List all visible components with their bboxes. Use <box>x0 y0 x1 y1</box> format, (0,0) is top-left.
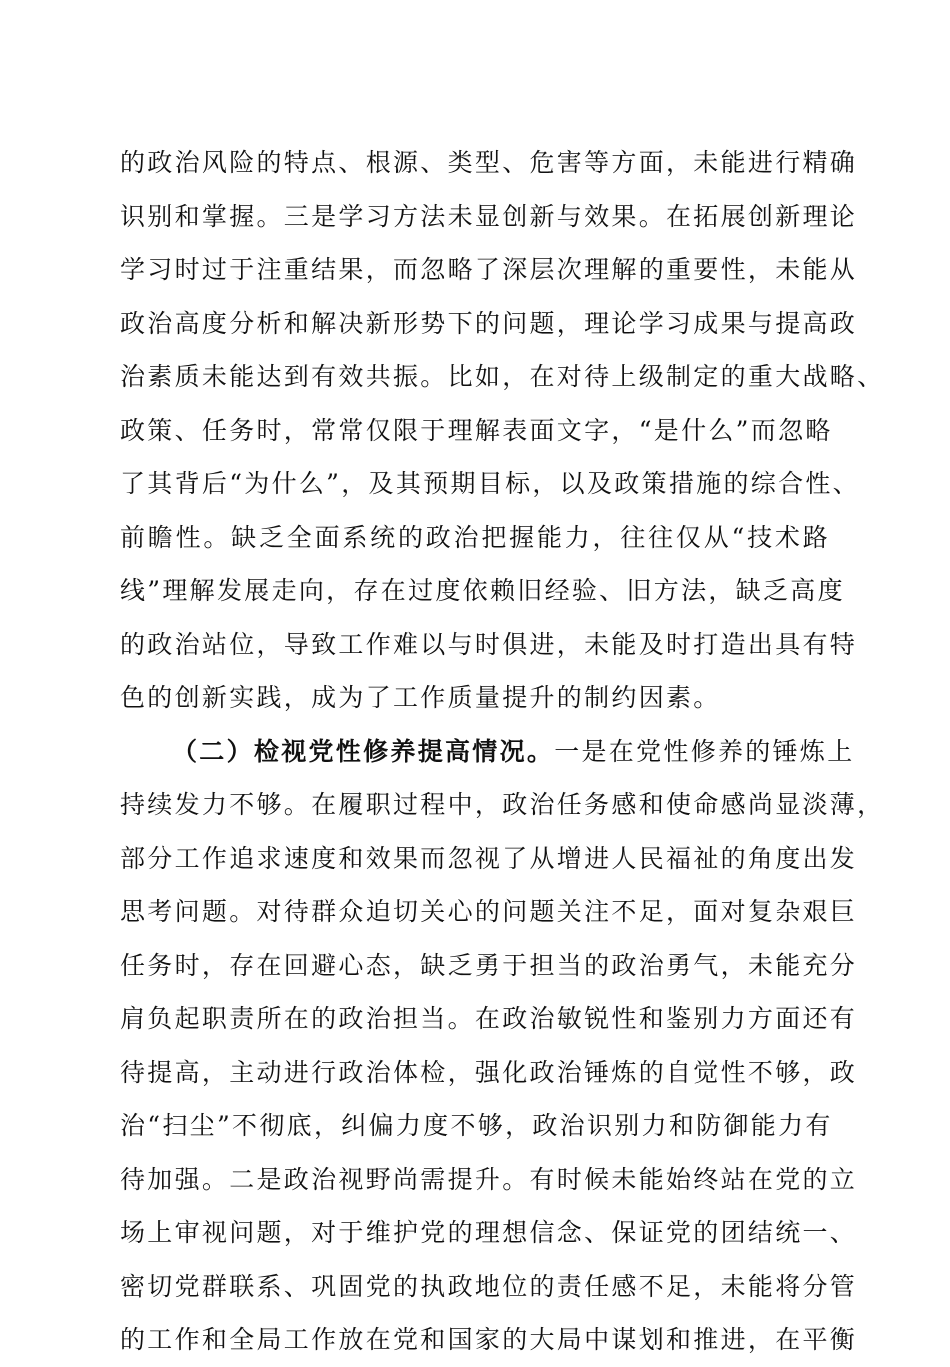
text-line: 肩负起职责所在的政治担当。在政治敏锐性和鉴别力方面还有 <box>120 1004 858 1033</box>
text-line: 了其背后“为什么”，及其预期目标，以及政策措施的综合性、 <box>120 469 860 498</box>
text-line: 思考问题。对待群众迫切关心的问题关注不足，面对复杂艰巨 <box>120 897 858 926</box>
text-line: 场上审视问题，对于维护党的理想信念、保证党的团结统一、 <box>120 1218 858 1247</box>
section-heading-line <box>120 725 855 779</box>
text-line: 政治高度分析和解决新形势下的问题，理论学习成果与提高政 <box>120 308 858 338</box>
text-line: 政策、任务时，常常仅限于理解表面文字，“是什么”而忽略 <box>120 415 833 445</box>
text-line: 的工作和全局工作放在党和国家的大局中谋划和推进，在平衡 <box>120 1325 858 1354</box>
text-line: 前瞻性。缺乏全面系统的政治把握能力，往往仅从“技术路 <box>120 522 830 552</box>
text-line: 治素质未能达到有效共振。比如，在对待上级制定的重大战略、 <box>120 362 885 391</box>
text-line: 的政治风险的特点、根源、类型、危害等方面，未能进行精确 <box>120 148 858 177</box>
text-line: 治“扫尘”不彻底，纠偏力度不够，政治识别力和防御能力有 <box>120 1111 833 1140</box>
text-line: 线”理解发展走向，存在过度依赖旧经验、旧方法，缺乏高度 <box>120 576 845 605</box>
text-line: 待提高，主动进行政治体检，强化政治锤炼的自觉性不够，政 <box>120 1057 858 1087</box>
text-line: 任务时，存在回避心态，缺乏勇于担当的政治勇气，未能充分 <box>120 950 858 980</box>
text-line: 学习时过于注重结果，而忽略了深层次理解的重要性，未能从 <box>120 255 858 284</box>
text-line: 部分工作追求速度和效果而忽视了从增进人民福祉的角度出发 <box>120 843 858 873</box>
text-line: 色的创新实践，成为了工作质量提升的制约因素。 <box>120 683 721 712</box>
text-line: 的政治站位，导致工作难以与时俱进，未能及时打造出具有特 <box>120 629 858 659</box>
text-line: 待加强。二是政治视野尚需提升。有时候未能始终站在党的立 <box>120 1164 858 1194</box>
section-heading-continuation: 一是在党性修养的锤炼上 <box>554 736 855 766</box>
text-line: 密切党群联系、巩固党的执政地位的责任感不足，未能将分管 <box>120 1271 858 1301</box>
body-text <box>120 136 885 1367</box>
text-line: 识别和掌握。三是学习方法未显创新与效果。在拓展创新理论 <box>120 201 858 231</box>
section-heading: （二）检视党性修养提高情况。 <box>172 736 555 766</box>
text-line: 持续发力不够。在履职过程中，政治任务感和使命感尚显淡薄， <box>120 790 885 819</box>
